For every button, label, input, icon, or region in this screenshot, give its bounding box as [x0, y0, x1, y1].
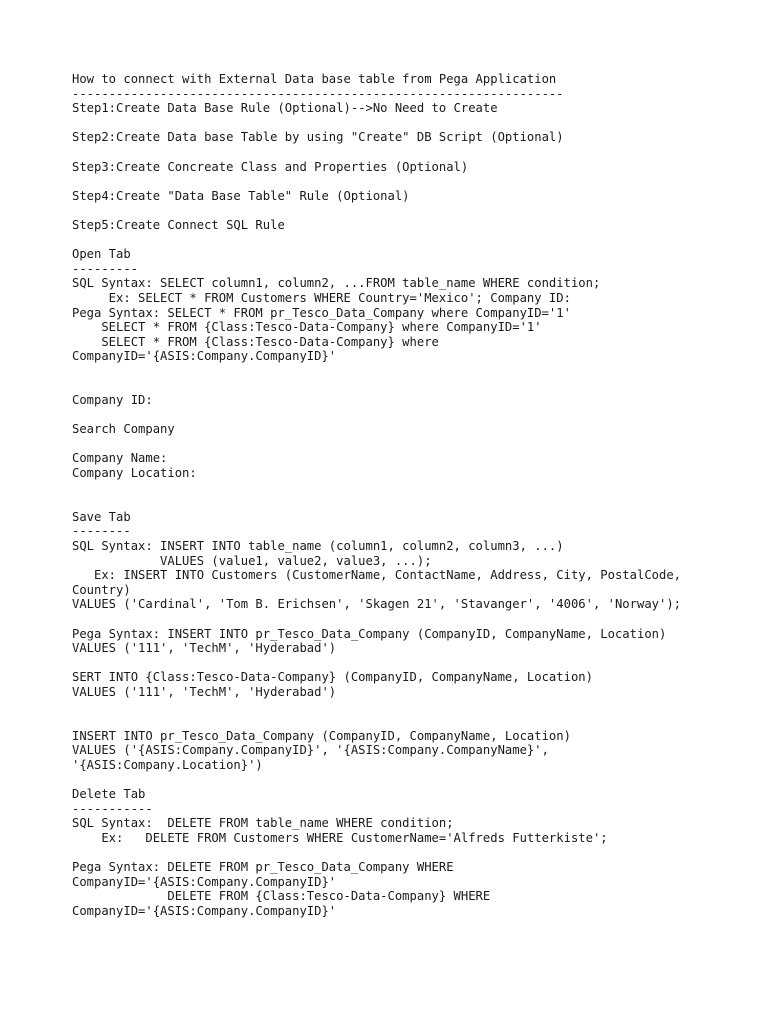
delete-tab-heading: Delete Tab: [72, 787, 146, 802]
company-name-label: Company Name:: [72, 451, 168, 466]
save-pega-class-insert: SERT INTO {Class:Tesco-Data-Company} (CompanyID, CompanyName, Location): [72, 670, 593, 685]
save-sql-example: Ex: INSERT INTO Customers (CustomerName, ContactName, Address, City, PostalCode,: [72, 568, 682, 583]
step-2: Step2:Create Data base Table by using "Create" DB Script (Optional): [72, 130, 564, 145]
step-3: Step3:Create Concreate Class and Properties (Optional): [72, 159, 469, 174]
delete-pega-syntax: Pega Syntax: DELETE FROM pr_Tesco_Data_Company WHERE: [72, 860, 454, 875]
title-divider: -------------------------------------------------------------------: [72, 86, 564, 101]
save-asis-values-cont: '{ASIS:Company.Location}'): [72, 757, 263, 772]
delete-pega-class-query: DELETE FROM {Class:Tesco-Data-Company} WHERE: [72, 889, 491, 904]
open-pega-asis-query: SELECT * FROM {Class:Tesco-Data-Company} where: [72, 334, 439, 349]
blank-line: [72, 612, 732, 627]
save-sql-example-cont: Country): [72, 582, 131, 597]
company-location-label: Company Location:: [72, 466, 197, 481]
blank-line: [72, 408, 732, 423]
step-1: Step1:Create Data Base Rule (Optional)-->No Need to Create: [72, 101, 498, 116]
delete-pega-syntax-cont: CompanyID='{ASIS:Company.CompanyID}': [72, 874, 337, 889]
document-title: How to connect with External Data base table from Pega Application: [72, 72, 557, 86]
open-tab-heading: Open Tab: [72, 247, 131, 262]
blank-line: [72, 364, 732, 379]
document-page: [72, 72, 732, 918]
save-sql-syntax: SQL Syntax: INSERT INTO table_name (column1, column2, column3, ...): [72, 539, 564, 553]
company-id-label: Company ID:: [72, 393, 153, 408]
blank-line: [72, 714, 732, 729]
save-asis-insert: INSERT INTO pr_Tesco_Data_Company (CompanyID, CompanyName, Location): [72, 728, 571, 743]
blank-line: [72, 845, 732, 860]
blank-line: [72, 233, 732, 248]
open-pega-syntax: Pega Syntax: SELECT * FROM pr_Tesco_Data_Company where CompanyID='1': [72, 305, 571, 320]
open-sql-syntax: SQL Syntax: SELECT column1, column2, ...FROM table_name WHERE condition;: [72, 276, 601, 291]
save-sql-syntax-values: VALUES (value1, value2, value3, ...);: [72, 553, 432, 568]
blank-line: [72, 378, 732, 393]
save-pega-class-values: VALUES ('111', 'TechM', 'Hyderabad'): [72, 684, 337, 699]
blank-line: [72, 116, 732, 131]
blank-line: [72, 145, 732, 160]
blank-line: [72, 656, 732, 671]
open-pega-class-query: SELECT * FROM {Class:Tesco-Data-Company} where CompanyID='1': [72, 320, 542, 335]
blank-line: [72, 495, 732, 510]
blank-line: [72, 773, 732, 788]
delete-tab-divider: -----------: [72, 801, 153, 816]
blank-line: [72, 481, 732, 496]
blank-line: [72, 174, 732, 189]
save-pega-syntax: Pega Syntax: INSERT INTO pr_Tesco_Data_Company (CompanyID, CompanyName, Location): [72, 626, 667, 641]
open-tab-divider: ---------: [72, 261, 139, 276]
delete-sql-example: Ex: DELETE FROM Customers WHERE CustomerName='Alfreds Futterkiste';: [72, 830, 608, 845]
step-4: Step4:Create "Data Base Table" Rule (Optional): [72, 188, 410, 203]
delete-pega-class-query-cont: CompanyID='{ASIS:Company.CompanyID}': [72, 903, 337, 918]
blank-line: [72, 700, 732, 715]
search-company-label: Search Company: [72, 422, 175, 437]
step-5: Step5:Create Connect SQL Rule: [72, 217, 285, 232]
open-pega-asis-query-cont: CompanyID='{ASIS:Company.CompanyID}': [72, 349, 337, 364]
save-tab-divider: --------: [72, 524, 131, 539]
delete-sql-syntax: SQL Syntax: DELETE FROM table_name WHERE condition;: [72, 816, 454, 831]
save-sql-example-values: VALUES ('Cardinal', 'Tom B. Erichsen', 'Skagen 21', 'Stavanger', '4006', 'Norway');: [72, 597, 682, 612]
save-pega-syntax-values: VALUES ('111', 'TechM', 'Hyderabad'): [72, 641, 337, 656]
save-asis-values: VALUES ('{ASIS:Company.CompanyID}', '{ASIS:Company.CompanyName}',: [72, 743, 549, 758]
blank-line: [72, 203, 732, 218]
open-sql-example: Ex: SELECT * FROM Customers WHERE Country='Mexico'; Company ID:: [72, 290, 571, 305]
blank-line: [72, 437, 732, 452]
save-tab-heading: Save Tab: [72, 509, 131, 524]
